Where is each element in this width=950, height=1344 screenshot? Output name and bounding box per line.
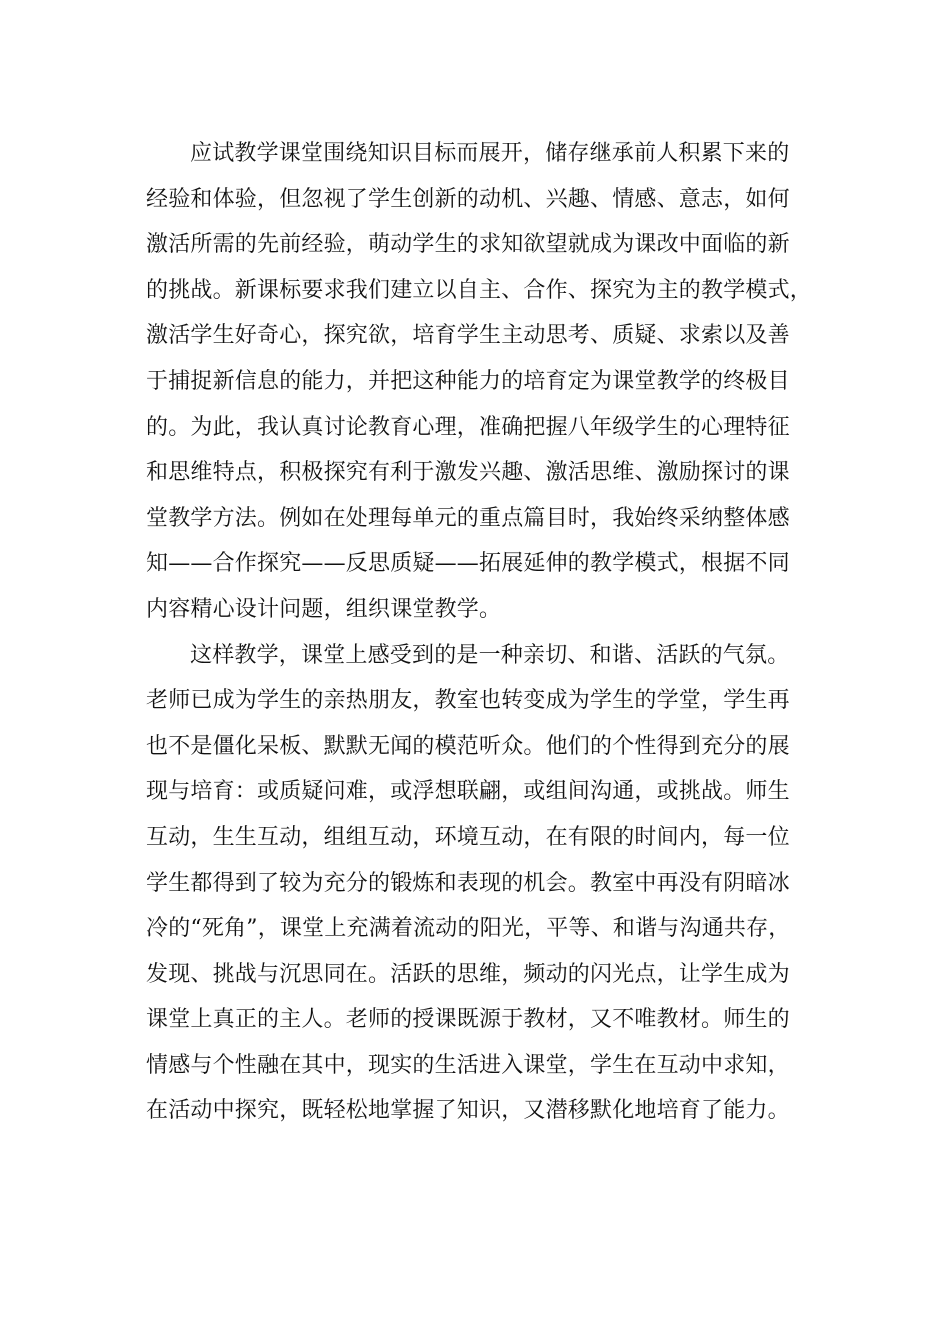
paragraph-1-line-10: 知——合作探究——反思质疑——拓展延伸的教学模式，根据不同 bbox=[146, 551, 790, 577]
paragraph-2-line-6: 学生都得到了较为充分的锻炼和表现的机会。教室中再没有阴暗冰 bbox=[146, 870, 790, 896]
paragraph-2-line-9: 课堂上真正的主人。老师的授课既源于教材，又不唯教材。师生的 bbox=[146, 1007, 790, 1033]
paragraph-2-line-1: 这样教学，课堂上感受到的是一种亲切、和谐、活跃的气氛。 bbox=[190, 642, 790, 668]
paragraph-1-line-5: 激活学生好奇心，探究欲，培育学生主动思考、质疑、求索以及善 bbox=[146, 323, 790, 349]
paragraph-2-line-11: 在活动中探究，既轻松地掌握了知识，又潜移默化地培育了能力。 bbox=[146, 1098, 790, 1124]
paragraph-1 bbox=[146, 131, 813, 633]
paragraph-2-line-10: 情感与个性融在其中，现实的生活进入课堂，学生在互动中求知， bbox=[146, 1052, 790, 1078]
paragraph-2-line-3: 也不是僵化呆板、默默无闻的模范听众。他们的个性得到充分的展 bbox=[146, 733, 790, 759]
paragraph-2-line-2: 老师已成为学生的亲热朋友，教室也转变成为学生的学堂，学生再 bbox=[146, 688, 790, 714]
paragraph-1-line-3: 激活所需的先前经验，萌动学生的求知欲望就成为课改中面临的新 bbox=[146, 232, 790, 258]
paragraph-1-line-1: 应试教学课堂围绕知识目标而展开，储存继承前人积累下来的 bbox=[190, 141, 790, 166]
paragraph-2-line-4: 现与培育：或质疑问难，或浮想联翩，或组间沟通，或挑战。师生 bbox=[146, 779, 790, 805]
paragraph-2-line-5: 互动，生生互动，组组互动，环境互动，在有限的时间内，每一位 bbox=[146, 824, 790, 850]
paragraph-2 bbox=[146, 633, 804, 1135]
paragraph-1-line-7: 的。为此，我认真讨论教育心理，准确把握八年级学生的心理特征 bbox=[146, 414, 790, 440]
paragraph-1-line-2: 经验和体验，但忽视了学生创新的动机、兴趣、情感、意志，如何 bbox=[146, 186, 790, 212]
paragraph-2-line-7: 冷的“死角”，课堂上充满着流动的阳光，平等、和谐与沟通共存， bbox=[146, 916, 791, 942]
paragraph-2-line-8: 发现、挑战与沉思同在。活跃的思维，频动的闪光点，让学生成为 bbox=[146, 961, 790, 987]
paragraph-1-line-9: 堂教学方法。例如在处理每单元的重点篇目时，我始终采纳整体感 bbox=[146, 505, 790, 531]
paragraph-1-line-11: 内容精心设计问题，组织课堂教学。 bbox=[146, 596, 502, 622]
paragraph-1-line-8: 和思维特点，积极探究有利于激发兴趣、激活思维、激励探讨的课 bbox=[146, 460, 790, 486]
paragraph-1-line-6: 于捕捉新信息的能力，并把这种能力的培育定为课堂教学的终极目 bbox=[146, 368, 790, 394]
paragraph-1-line-4: 的挑战。新课标要求我们建立以自主、合作、探究为主的教学模式， bbox=[146, 277, 813, 303]
document-body bbox=[146, 131, 813, 1134]
